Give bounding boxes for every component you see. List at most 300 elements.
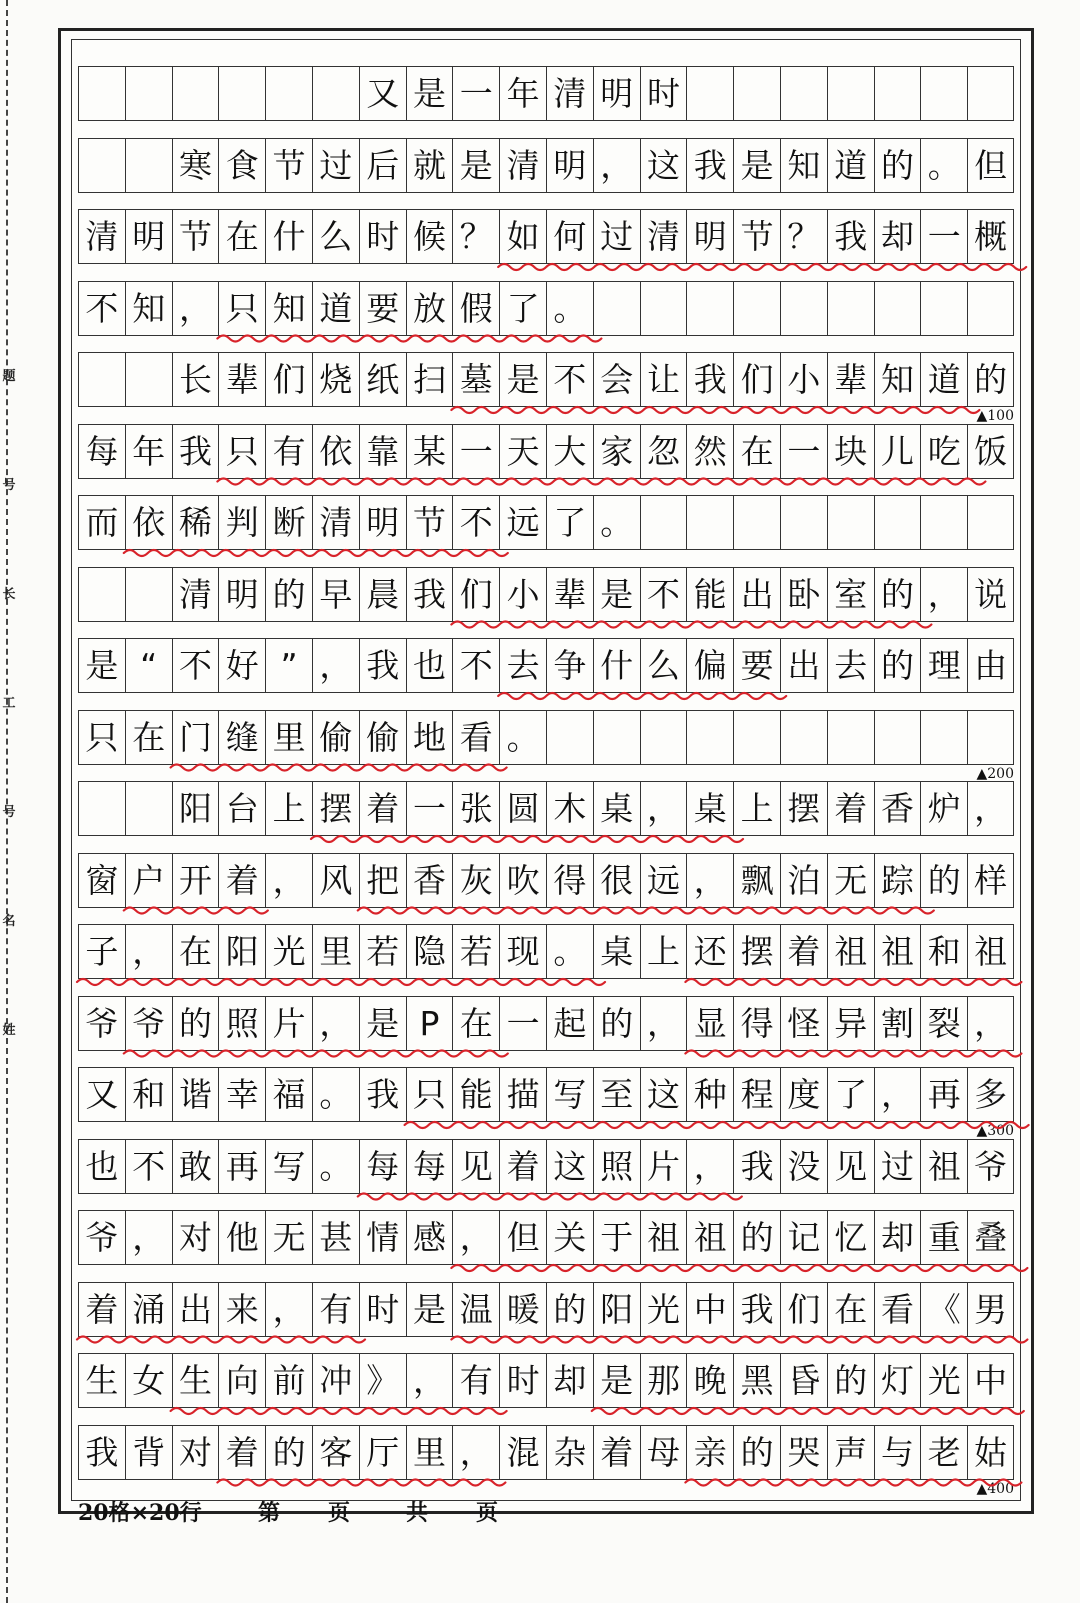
grid-cell: 生 [78,1354,125,1407]
grid-cell [967,496,1014,549]
grid-cell: 的 [733,1426,780,1479]
grid-row [78,352,1014,407]
grid-cell: 混 [499,1426,546,1479]
grid-cell [733,282,780,335]
grid-cell: 台 [218,782,265,835]
grid-cell: 好 [218,639,265,692]
grid-cell: 写 [546,1068,593,1121]
grid-cell: 照 [218,997,265,1050]
grid-cell [733,496,780,549]
grid-cell [827,711,874,764]
grid-cell: 中 [686,1283,733,1336]
grid-cell: 叠 [967,1211,1014,1264]
grid-cell: 过 [593,210,640,263]
grid-cell: 忽 [640,425,687,478]
grid-cell: 还 [686,925,733,978]
grid-cell: 理 [920,639,967,692]
grid-cell: 声 [827,1426,874,1479]
grid-cell: 后 [359,139,406,192]
grid-cell: 子 [78,925,125,978]
grid-cell: 多 [967,1068,1014,1121]
grid-cell [827,282,874,335]
grid-cell: 寒 [172,139,219,192]
grid-cell: 由 [967,639,1014,692]
page-unit: 页 [328,1500,351,1526]
grid-cell [920,496,967,549]
grid-cell: 福 [265,1068,312,1121]
grid-cell: 着 [593,1426,640,1479]
grid-cell: 明 [593,67,640,120]
grid-cell: 姑 [967,1426,1014,1479]
grid-cell: 小 [780,353,827,406]
side-label-char: 工 [2,696,16,711]
grid-cell [686,282,733,335]
grid-cell: 饭 [967,425,1014,478]
grid-cell: 放 [406,282,453,335]
grid-cell: 阳 [172,782,219,835]
total-unit: 页 [476,1500,499,1526]
page-label: 第 [258,1500,281,1526]
grid-cell: 片 [640,1140,687,1193]
grid-cell [125,568,172,621]
grid-cell: 就 [406,139,453,192]
grid-cell [827,496,874,549]
grid-cell: 过 [874,1140,921,1193]
grid-cell: 和 [125,1068,172,1121]
grid-cell: 种 [686,1068,733,1121]
grid-cell: 开 [172,854,219,907]
grid-cell [640,282,687,335]
grid-cell: 于 [593,1211,640,1264]
grid-cell: 偷 [312,711,359,764]
grid-cell: 女 [125,1354,172,1407]
grid-cell: 上 [640,925,687,978]
grid-cell: P [406,997,453,1050]
grid-row [78,424,1014,479]
side-label-char: 题 [2,369,16,384]
grid-cell: 了 [827,1068,874,1121]
grid-cell: 一 [406,782,453,835]
grid-cell: 如 [499,210,546,263]
grid-cell: ， [312,639,359,692]
grid-cell: 窗 [78,854,125,907]
grid-cell: 能 [452,1068,499,1121]
grid-cell [780,282,827,335]
grid-cell: 写 [265,1140,312,1193]
grid-cell: 节 [172,210,219,263]
grid-cell: 的 [593,997,640,1050]
grid-cell [125,353,172,406]
grid-cell: 断 [265,496,312,549]
grid-cell [593,282,640,335]
grid-cell: 把 [359,854,406,907]
grid-cell: 桌 [593,782,640,835]
grid-cell: 香 [406,854,453,907]
grid-cell: 的 [546,1283,593,1336]
grid-cell: 块 [827,425,874,478]
grid-cell: 烧 [312,353,359,406]
grid-cell: 木 [546,782,593,835]
grid-cell: 在 [125,711,172,764]
grid-cell: 时 [359,210,406,263]
grid-cell: 明 [218,568,265,621]
grid-cell: 一 [780,425,827,478]
grid-cell: 再 [920,1068,967,1121]
grid-cell: 年 [499,67,546,120]
grid-cell: 忆 [827,1211,874,1264]
grid-cell [967,711,1014,764]
grid-cell [780,67,827,120]
grid-cell: 晚 [686,1354,733,1407]
grid-cell: 去 [499,639,546,692]
grid-cell: 我 [406,568,453,621]
grid-cell: 我 [359,1068,406,1121]
grid-cell: 割 [874,997,921,1050]
grid-cell: 记 [780,1211,827,1264]
grid-cell: 又 [78,1068,125,1121]
grid-cell: ， [312,997,359,1050]
grid-cell: 里 [265,711,312,764]
grid-cell: 。 [312,1140,359,1193]
grid-cell: 。 [593,496,640,549]
grid-cell: 黑 [733,1354,780,1407]
grid-cell: 但 [499,1211,546,1264]
grid-cell: 着 [218,854,265,907]
grid-cell: 概 [967,210,1014,263]
grid-cell: 厅 [359,1426,406,1479]
grid-cell: 时 [359,1283,406,1336]
grid-row [78,138,1014,193]
grid-cell: 在 [452,997,499,1050]
grid-cell: 户 [125,854,172,907]
grid-cell: 是 [452,139,499,192]
grid-cell: 室 [827,568,874,621]
grid-cell: 不 [125,1140,172,1193]
grid-cell: 着 [359,782,406,835]
grid-cell: 幸 [218,1068,265,1121]
grid-cell: 出 [172,1283,219,1336]
grid-cell: 光 [640,1283,687,1336]
grid-cell: 祖 [640,1211,687,1264]
grid-cell: 会 [593,353,640,406]
grid-cell [967,67,1014,120]
grid-cell: 看 [452,711,499,764]
grid-cell: 香 [874,782,921,835]
grid-cell: 知 [874,353,921,406]
grid-cell: 母 [640,1426,687,1479]
tear-line [6,0,8,1603]
grid-cell: 见 [827,1140,874,1193]
grid-cell: 的 [874,639,921,692]
grid-cell: 不 [640,568,687,621]
grid-cell: 扫 [406,353,453,406]
grid-cell: 桌 [686,782,733,835]
grid-cell: 一 [920,210,967,263]
grid-cell: 来 [218,1283,265,1336]
grid-cell: 我 [172,425,219,478]
grid-cell: 争 [546,639,593,692]
grid-cell: 亲 [686,1426,733,1479]
grid-cell: 爷 [78,997,125,1050]
grid-cell: 程 [733,1068,780,1121]
word-count-marker: ▲100 [976,408,1014,424]
grid-cell: 要 [733,639,780,692]
grid-cell: 摆 [780,782,827,835]
grid-cell: 每 [78,425,125,478]
grid-cell: 暖 [499,1283,546,1336]
grid-cell [780,711,827,764]
grid-cell: 时 [640,67,687,120]
grid-cell: 。 [920,139,967,192]
grid-cell: 每 [359,1140,406,1193]
grid-cell: 清 [546,67,593,120]
grid-cell: ， [686,1140,733,1193]
grid-cell: 我 [686,353,733,406]
grid-cell: 去 [827,639,874,692]
grid-cell: 让 [640,353,687,406]
grid-cell: 样 [967,854,1014,907]
grid-cell: 依 [312,425,359,478]
grid-cell: 的 [874,139,921,192]
grid-area [71,39,1021,1501]
grid-cell: 却 [874,1211,921,1264]
grid-cell: 谐 [172,1068,219,1121]
grid-cell: 节 [406,496,453,549]
grid-cell: ， [265,854,312,907]
grid-cell [780,496,827,549]
grid-cell: 明 [686,210,733,263]
grid-cell [125,67,172,120]
grid-cell [78,782,125,835]
grid-cell [874,711,921,764]
grid-cell: 看 [874,1283,921,1336]
grid-cell: 祖 [686,1211,733,1264]
grid-cell: 一 [452,425,499,478]
grid-cell: 们 [265,353,312,406]
grid-cell: 道 [920,353,967,406]
grid-cell: 在 [827,1283,874,1336]
grid-cell: 吹 [499,854,546,907]
grid-cell: 感 [406,1211,453,1264]
grid-cell [78,67,125,120]
grid-cell: 出 [733,568,780,621]
grid-cell: 度 [780,1068,827,1121]
grid-cell: 明 [546,139,593,192]
grid-cell: ， [452,1426,499,1479]
grid-cell: 昏 [780,1354,827,1407]
grid-cell: 小 [499,568,546,621]
grid-cell: 何 [546,210,593,263]
grid-cell: 假 [452,282,499,335]
grid-cell: 客 [312,1426,359,1479]
grid-cell: 了 [546,496,593,549]
grid-cell: 见 [452,1140,499,1193]
grid-cell: 是 [593,568,640,621]
grid-row [78,567,1014,622]
grid-cell: 在 [172,925,219,978]
grid-cell: 我 [78,1426,125,1479]
grid-cell: 不 [172,639,219,692]
grid-cell: 的 [265,568,312,621]
grid-cell: 门 [172,711,219,764]
grid-cell [312,67,359,120]
grid-cell: 清 [172,568,219,621]
grid-cell: 只 [78,711,125,764]
grid-cell: 无 [265,1211,312,1264]
grid-cell: 灰 [452,854,499,907]
grid-row [78,1139,1014,1194]
grid-row [78,66,1014,121]
grid-cell: 早 [312,568,359,621]
grid-cell [78,568,125,621]
grid-cell: 但 [967,139,1014,192]
composition-sheet [58,28,1034,1514]
grid-cell: 阳 [593,1283,640,1336]
grid-cell: 节 [733,210,780,263]
side-label-char: 长 [2,587,16,602]
grid-cell: 是 [78,639,125,692]
grid-cell: ， [452,1211,499,1264]
grid-cell: 祖 [827,925,874,978]
grid-cell: 是 [359,997,406,1050]
grid-cell: ” [265,639,312,692]
grid-cell: 上 [265,782,312,835]
grid-row [78,1282,1014,1337]
grid-cell: 祖 [920,1140,967,1193]
grid-cell: 每 [406,1140,453,1193]
grid-cell: “ [125,639,172,692]
grid-cell [172,67,219,120]
grid-cell: 再 [218,1140,265,1193]
grid-cell: 知 [780,139,827,192]
grid-cell: 无 [827,854,874,907]
grid-cell: 天 [499,425,546,478]
grid-cell: 的 [920,854,967,907]
grid-cell: ， [967,997,1014,1050]
grid-cell: 食 [218,139,265,192]
grid-cell: 出 [780,639,827,692]
grid-cell: 是 [733,139,780,192]
grid-cell [593,711,640,764]
grid-cell: ， [640,782,687,835]
grid-cell: 中 [967,1354,1014,1407]
grid-cell: 老 [920,1426,967,1479]
grid-cell [125,782,172,835]
grid-cell: 知 [125,282,172,335]
grid-cell: 的 [827,1354,874,1407]
grid-cell: 吃 [920,425,967,478]
grid-cell: 着 [78,1283,125,1336]
grid-cell: 哭 [780,1426,827,1479]
grid-cell: ， [406,1354,453,1407]
grid-cell: 着 [827,782,874,835]
grid-cell: 里 [312,925,359,978]
grid-cell: 然 [686,425,733,478]
grid-cell: 又 [359,67,406,120]
grid-cell: 若 [359,925,406,978]
grid-cell: 怪 [780,997,827,1050]
grid-cell [125,139,172,192]
grid-cell: 飘 [733,854,780,907]
grid-row [78,853,1014,908]
grid-cell [874,282,921,335]
grid-cell: 长 [172,353,219,406]
grid-row [78,1425,1014,1480]
side-label-char: 号 [2,805,16,820]
grid-cell: 。 [546,925,593,978]
grid-cell: 是 [593,1354,640,1407]
grid-cell: 光 [265,925,312,978]
word-count-marker: ▲400 [976,1480,1014,1497]
grid-cell: 至 [593,1068,640,1121]
grid-cell: 而 [78,496,125,549]
grid-cell: 清 [312,496,359,549]
grid-cell [733,711,780,764]
grid-cell: 冲 [312,1354,359,1407]
grid-cell: ， [593,139,640,192]
grid-cell: 们 [780,1283,827,1336]
grid-cell: 辈 [218,353,265,406]
grid-cell: 不 [452,496,499,549]
grid-cell: 偏 [686,639,733,692]
grid-cell: 这 [640,1068,687,1121]
grid-cell: 温 [452,1283,499,1336]
grid-cell: 清 [499,139,546,192]
grid-cell: 也 [78,1140,125,1193]
grid-row [78,996,1014,1051]
grid-cell: 也 [406,639,453,692]
grid-cell: 敢 [172,1140,219,1193]
grid-cell: 只 [218,425,265,478]
word-count-marker: ▲200 [976,765,1014,782]
grid-cell: 着 [499,1140,546,1193]
grid-cell: 有 [265,425,312,478]
grid-cell: 泊 [780,854,827,907]
grid-cell: 背 [125,1426,172,1479]
grid-cell: 爷 [78,1211,125,1264]
grid-cell: 偷 [359,711,406,764]
grid-cell: 地 [406,711,453,764]
grid-cell: 摆 [733,925,780,978]
grid-cell: 在 [733,425,780,478]
grid-cell: ， [967,782,1014,835]
grid-cell [78,139,125,192]
grid-cell: 摆 [312,782,359,835]
grid-cell [967,282,1014,335]
grid-cell [827,67,874,120]
grid-cell: 显 [686,997,733,1050]
grid-cell: 我 [733,1283,780,1336]
grid-cell: 没 [780,1140,827,1193]
grid-cell: 明 [359,496,406,549]
grid-cell: 的 [733,1211,780,1264]
grid-cell: 只 [406,1068,453,1121]
grid-cell: 道 [312,282,359,335]
grid-cell: 男 [967,1283,1014,1336]
grid-cell: 涌 [125,1283,172,1336]
grid-cell: 重 [920,1211,967,1264]
grid-cell: 的 [265,1426,312,1479]
grid-row [78,638,1014,693]
grid-cell: 关 [546,1211,593,1264]
grid-cell: 辈 [827,353,874,406]
grid-cell: 《 [920,1283,967,1336]
grid-cell: ？ [452,210,499,263]
grid-cell [733,67,780,120]
grid-row [78,1353,1014,1408]
grid-cell: 么 [312,210,359,263]
grid-cell: 一 [452,67,499,120]
